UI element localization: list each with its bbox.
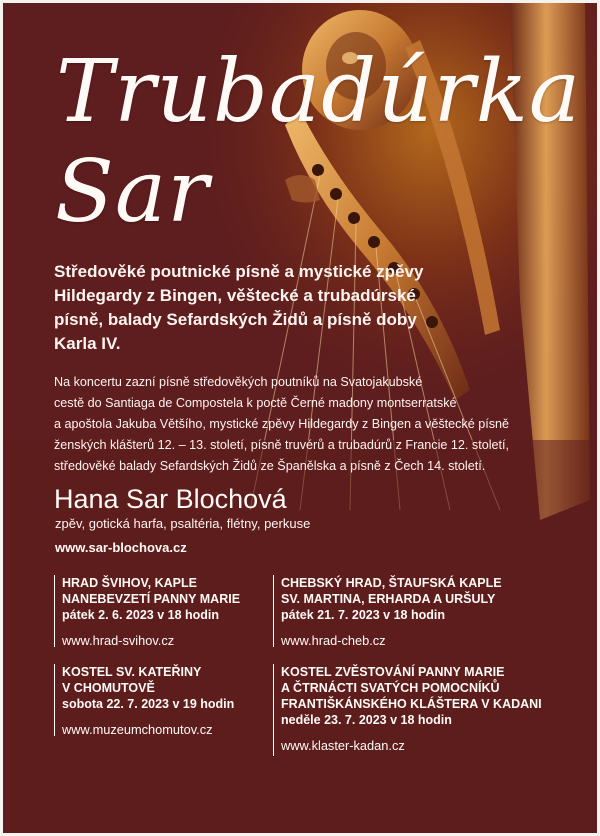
event-kadan — [273, 664, 571, 756]
title-line-1: Trubadúrka — [56, 42, 582, 142]
event-title-line: SV. MARTINA, ERHARDA A URŠULY — [281, 592, 496, 606]
description-line: a apoštola Jakuba Většího, mystické zpěvy Hildegardy z Bingen a věštecké písně — [54, 417, 510, 431]
event-title-line: HRAD ŠVIHOV, KAPLE — [62, 576, 197, 590]
event-title-line: A ČTRNÁCTI SVATÝCH POMOCNÍKŮ — [281, 681, 500, 695]
event-title-line: KOSTEL SV. KATEŘINY — [62, 665, 202, 679]
description-line: cestě do Santiaga de Compostela k poctě Černé madony montserratské — [54, 396, 457, 410]
event-url-link[interactable]: www.hrad-svihov.cz — [62, 633, 175, 648]
description-line: Na koncertu zazní písně středověkých poutníků na Svatojakubské — [54, 375, 423, 389]
title-line-2: Sar — [55, 142, 210, 242]
event-url-link[interactable]: www.klaster-kadan.cz — [281, 738, 405, 753]
event-title-line: FRANTIŠKÁNSKÉHO KLÁŠTERA V KADANI — [281, 697, 542, 711]
instruments: zpěv, gotická harfa, psaltéria, flétny, perkuse — [55, 516, 311, 531]
event-date: pátek 21. 7. 2023 v 18 hodin — [281, 608, 445, 622]
event-title-line: KOSTEL ZVĚSTOVÁNÍ PANNY MARIE — [281, 665, 505, 679]
event-date: sobota 22. 7. 2023 v 19 hodin — [62, 697, 235, 711]
event-title-line: NANEBEVZETÍ PANNY MARIE — [62, 592, 241, 606]
event-cheb — [273, 575, 571, 647]
event-url-link[interactable]: www.hrad-cheb.cz — [281, 633, 386, 648]
event-svihov — [54, 575, 272, 647]
event-date: neděle 23. 7. 2023 v 18 hodin — [281, 713, 452, 727]
description-line: středověké balady Sefardských Židů ze Španělska a písně z Čech 14. století. — [54, 459, 486, 473]
event-title-line: CHEBSKÝ HRAD, ŠTAUFSKÁ KAPLE — [281, 576, 502, 590]
event-chomutov — [54, 664, 272, 736]
event-title-line: V CHOMUTOVĚ — [62, 681, 155, 695]
event-url-link[interactable]: www.muzeumchomutov.cz — [62, 722, 213, 737]
artist-name: Hana Sar Blochová — [54, 484, 287, 514]
description — [54, 372, 574, 477]
description-line: ženských klášterů 12. – 13. století, písně truvérů a trubadúrů z Francie 12. století, — [54, 438, 510, 452]
artist-website-link[interactable]: www.sar-blochova.cz — [55, 540, 187, 555]
subtitle: Středověké poutnické písně a mystické zpěvy Hildegardy z Bingen, věštecké a trubadúrské písně, balady Sefardských Židů a písně doby Karla IV. — [54, 262, 424, 353]
event-date: pátek 2. 6. 2023 v 18 hodin — [62, 608, 220, 622]
